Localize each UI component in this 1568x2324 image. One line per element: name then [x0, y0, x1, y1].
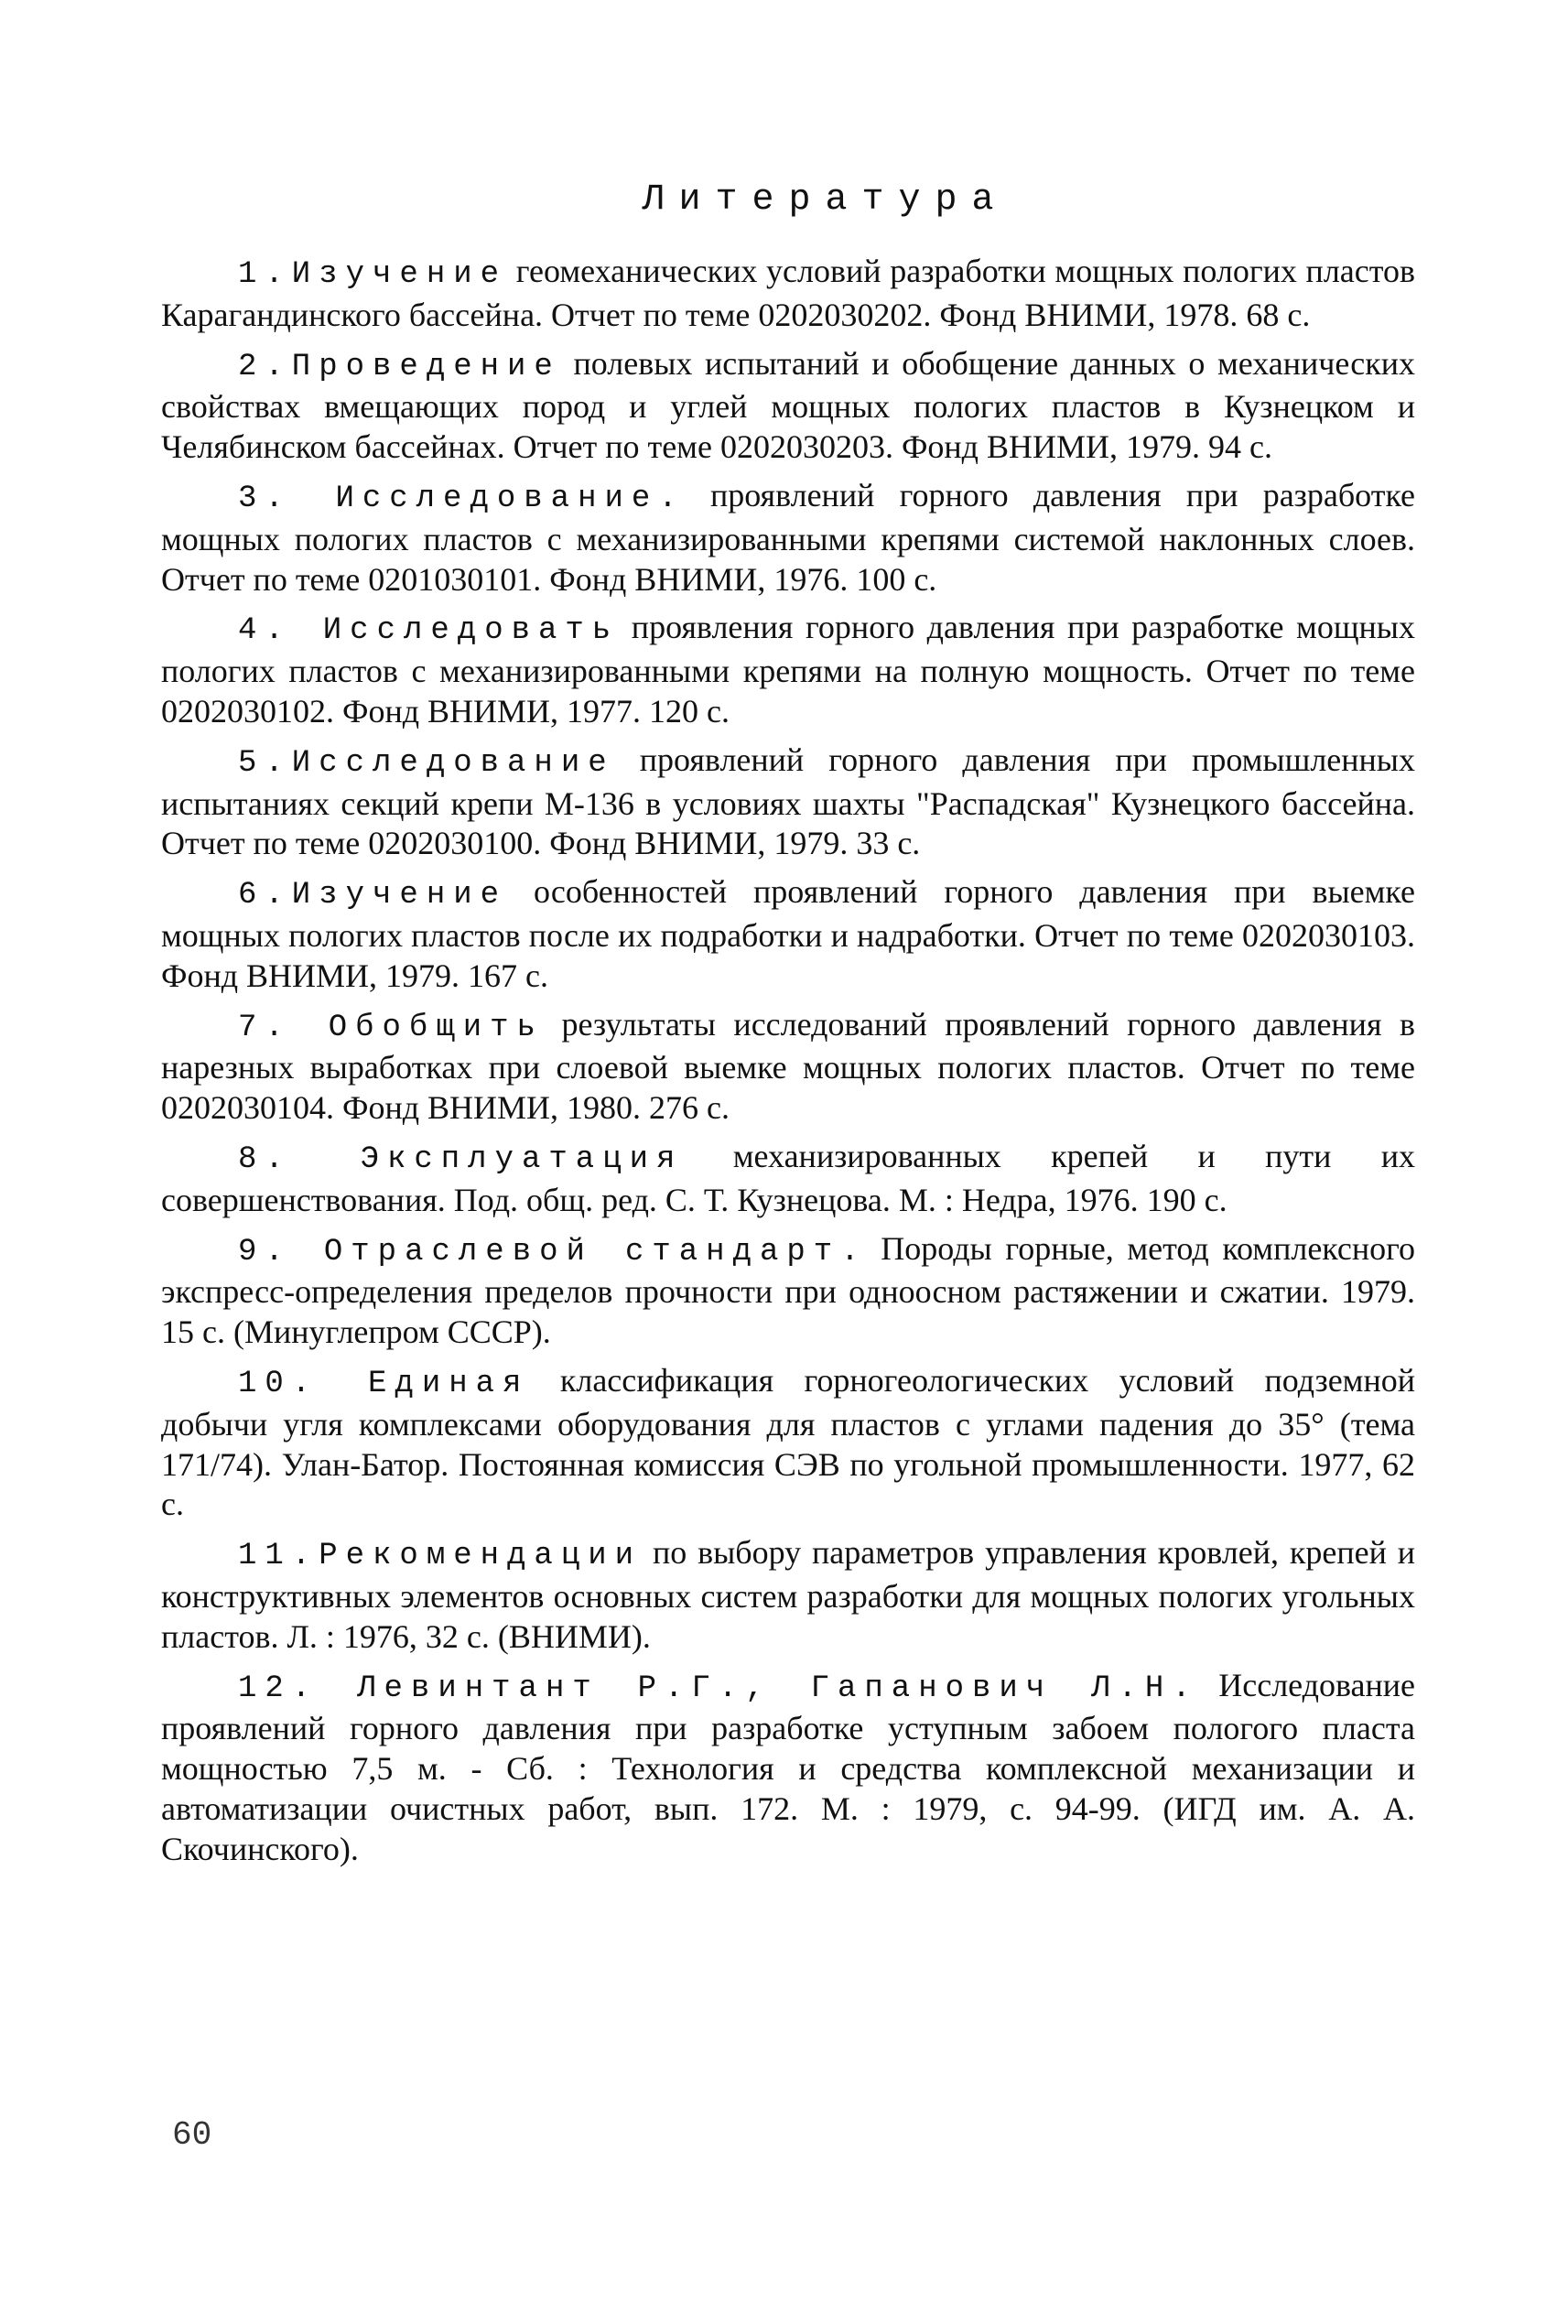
reference-text: по выбору параметров управления кровлей, крепей и конструктивных элементов основных систем разработки для мощных пологих угольных пластов. Л. : 1976, 32 с. (ВНИМИ).	[161, 1534, 1415, 1655]
reference-item	[161, 476, 1415, 600]
reference-item	[161, 1666, 1415, 1870]
reference-lead: 8. Эксплуатация	[238, 1141, 684, 1177]
reference-list	[161, 252, 1415, 1877]
reference-text: проявлений горного давления при разработке мощных пологих пластов с механизированными крепями системой наклонных слоев. Отчет по теме 0201030101. Фонд ВНИМИ, 1976. 100 с.	[161, 476, 1416, 598]
reference-lead: 10. Единая	[238, 1366, 530, 1401]
reference-lead: 6.Изучение	[238, 878, 508, 913]
reference-text: результаты исследований проявлений горного давления в нарезных выработках при слоевой выемке мощных пологих пластов. Отчет по теме 0202030104. Фонд ВНИМИ, 1980. 276 с.	[161, 1005, 1416, 1127]
reference-lead: 2.Проведение	[238, 349, 561, 384]
reference-item	[161, 344, 1415, 468]
reference-item	[161, 1137, 1415, 1221]
reference-text: проявлений горного давления при промышленных испытаниях секций крепи М-136 в условиях шахты "Распадская" Кузнецкого бассейна. Отчет по теме 0202030100. Фонд ВНИМИ, 1979. 33 с.	[161, 740, 1415, 862]
reference-item	[161, 1533, 1415, 1657]
reference-lead: 12. Левинтант Р.Г., Гапанович Л.Н.	[238, 1670, 1199, 1706]
reference-item	[161, 872, 1415, 996]
reference-text: проявления горного давления при разработке мощных пологих пластов с механизированными крепями на полную мощность. Отчет по теме 0202030102. Фонд ВНИМИ, 1977. 120 с.	[161, 609, 1415, 730]
page-title: Литература	[642, 179, 1009, 221]
reference-lead: 1.Изучение	[238, 257, 508, 292]
reference-lead: 5.Исследование	[238, 745, 615, 781]
page-number: 60	[172, 2116, 212, 2154]
reference-text: геомеханических условий разработки мощных пологих пластов Карагандинского бассейна. Отчет по теме 0202030202. Фонд ВНИМИ, 1978. 68 с.	[161, 253, 1415, 333]
reference-item	[161, 252, 1415, 336]
reference-lead: 11.Рекомендации	[238, 1539, 643, 1574]
reference-text: полевых испытаний и обобщение данных о механических свойствах вмещающих пород и углей мощных пологих пластов в Кузнецком и Челябинском бассейнах. Отчет по теме 0202030203. Фонд ВНИМИ, 1979. 94 с.	[161, 344, 1415, 466]
reference-item	[161, 1361, 1415, 1525]
reference-text: механизированных крепей и пути их совершенствования. Под. общ. ред. С. Т. Кузнецова. М. : Недра, 1976. 190 с.	[161, 1137, 1415, 1218]
reference-lead: 7. Обобщить	[238, 1010, 544, 1045]
reference-text: классификация горногеологических условий подземной добычи угля комплексами оборудования для пластов с углами падения до 35° (тема 171/74). Улан-Батор. Постоянная комиссия СЭВ по угольной промышленности. 1977, 62 с.	[161, 1361, 1415, 1523]
reference-text: Породы горные, метод комплексного экспресс-определения пределов прочности при одноосном растяжении и сжатии. 1979. 15 с. (Минуглепром СССР).	[161, 1229, 1416, 1351]
reference-lead: 4. Исследовать	[238, 613, 620, 649]
reference-lead: 9. Отраслевой стандарт.	[238, 1234, 868, 1270]
reference-item	[161, 608, 1415, 731]
reference-item	[161, 740, 1415, 864]
reference-lead: 3. Исследование.	[238, 481, 686, 516]
reference-item	[161, 1005, 1415, 1129]
reference-text: Исследование проявлений горного давления при разработке уступным забоем пологого пласта мощностью 7,5 м. - Сб. : Технология и средства комплексной механизации и автоматизации очистных работ, вып. 172. М. : 1979, с. 94-99. (ИГД им. А. А. Скочинского).	[161, 1666, 1416, 1867]
reference-text: особенностей проявлений горного давления при выемке мощных пологих пластов после их подработки и надработки. Отчет по теме 0202030103. Фонд ВНИМИ, 1979. 167 с.	[161, 873, 1416, 994]
reference-item	[161, 1229, 1415, 1353]
